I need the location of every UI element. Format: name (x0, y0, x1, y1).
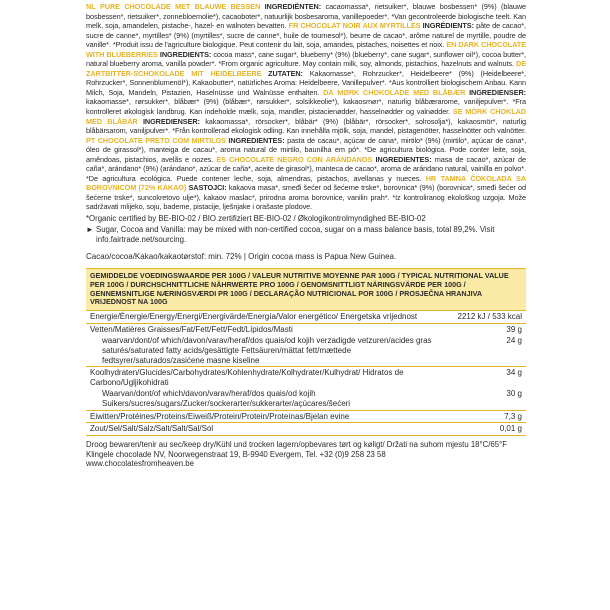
ingredient-product-name: DARK CHOCOLATE WITH BLUEBERRIES (86, 40, 526, 59)
footer (86, 440, 526, 469)
nutrition-value: 34 g (448, 367, 526, 389)
fairtrade-note (86, 225, 526, 245)
ingredient-lang-se: SE (452, 107, 463, 117)
ingredient-label: ZUTATEN: (268, 68, 303, 78)
ingredient-product-name: TAMNA ČOKOLADA SA BOROVNICOM (72% KAKAO) (86, 173, 527, 193)
nutrition-value: 30 g (506, 389, 522, 399)
nutrition-label: Waarvan/dont/of which/davon/varav/heraf/dos quais/od kojih Suikers/sucres/sugars/Zucker/sockerarter/sukkerarter/açúcares/šećeri (102, 389, 351, 408)
ingredient-text: cocoa mass*, cane sugar*, blueberry* (9%) (blueberry*, cane sugar*, sunflower oil*), cocoa butter*, natural blueberry aroma, vanilla powder*. *From organic agriculture. May contain milk, soy, almonds, pistachios, hazelnuts and walnuts. (86, 49, 526, 69)
ingredient-lang-hr: HR (425, 173, 437, 183)
ingredient-lang-da: DA (323, 87, 334, 97)
nutrition-label: waarvan/dont/of which/davon/varav/heraf/dos quais/od kojih verzadigde vetzuren/acides gras saturés/saturated fatty acids/gesättigte Fettsäuren/mättat fett/mættede fedtsyrer/saturados/zasićene masne kiseline (102, 336, 432, 365)
nutrition-value: 7,3 g (448, 410, 526, 423)
fairtrade-arrow-icon: ► (86, 225, 94, 235)
nutrition-label: Koolhydraten/Glucides/Carbohydrates/Kohlenhydrate/Kolhydrater/Kulhydrat/ Hidratos de Carbono/Ugljikohidrati (86, 367, 448, 389)
nutrition-header-row (86, 269, 526, 311)
ingredient-text: kakaomassa*, rörsocker*, blåbär* (9%) (blåbär*, rörsocker*, solrosolja*), kakaosmör*, naturlig blåbärsarom, vaniljpulver*. *Från kontrollerad ekologisk odling. Kan innehålla mjölk, soja, mandel, pistagenötter, hasselnötter och valnötter. (86, 116, 526, 136)
nutrition-row (86, 323, 526, 335)
ingredient-label: INGREDIËNTEN: (264, 2, 322, 11)
nutrition-value: 24 g (506, 336, 522, 346)
nutrition-table (86, 268, 526, 436)
nutrition-value: 2212 kJ / 533 kcal (448, 311, 526, 324)
cacao-percentage-line: Cacao/cocoa/Kakao/kakaotørstof: min. 72% | Origin cocoa mass is Papua New Guinea. (86, 252, 397, 262)
certification-text: *Organic certified by BE-BIO-02 / BIO zertifiziert BE-BIO-02 / Økologikontrolmyndighed BE-BIO-02 (86, 214, 426, 224)
ingredient-text: pâte de cacao*, sucre de canne*, myrtilles* (9%) (myrtilles*, sucre de canne*, huile de tournesol*), beurre de cacao*, arôme naturel de myrtille, poudre de vanille*. *Produit issu de l'agriculture biologique. Peut contenir du lait, soja, amandes, pistaches, noisettes et noix. (86, 21, 527, 50)
ingredient-lang-de: DE (516, 59, 526, 69)
ingredient-product-name: PURE CHOCOLADE MET BLAUWE BESSEN (100, 2, 261, 11)
nutrition-value: 39 g (448, 323, 526, 335)
ingredients-block (86, 2, 526, 212)
ingredient-lang-fr: FR (288, 21, 299, 31)
fairtrade-note-text: Sugar, Cocoa and Vanilla: may be mixed with non-certified cocoa, sugar on a mass balance basis, total 89,2%. Visit info.fairtrade.net/sourcing. (96, 225, 495, 245)
nutrition-label: Energie/Énergie/Energy/Energi/Energivärde/Energía/Valor energético/ Energetska vrijednost (86, 311, 448, 324)
nutrition-row (86, 367, 526, 389)
nutrition-value: 0,01 g (448, 423, 526, 436)
nutrition-label: Eiwitten/Protéines/Proteins/Eiweiß/Protein/Protein/Proteínas/Bjelan evine (86, 410, 448, 423)
ingredient-lang-es: ES (216, 154, 226, 164)
ingredient-label: INGREDIENTS: (159, 49, 212, 59)
ingredient-lang-pt: PT (86, 135, 96, 145)
ingredient-text: kakaova masa*, smeđi šećer od šećerne trske*, borovnica* (9%) (borovnica*, smeđi šećer od šećerne trske*, suncokretovo ulje*), kakaov maslac*, prirodna aroma borovnice, vanilin prah*. *Iz kontroliranog ekološkog uzgoja. Može sadržavati mlijeko, soju, bademe, pistacije, lješnjake i orašaste plodove. (86, 183, 526, 212)
ingredient-text: pasta de cacau*, açúcar de cana*, mirtilo* (9%) (mirtilo*, açúcar de cana*, óleo de girassol*), manteiga de cacau*, aroma natural de mirtilo, baunilha em pó*. *De agricultura biológica. Pode conter leite, soja, amêndoas, pistachios, avelãs e nozes. (86, 135, 527, 164)
ingredient-product-name: CHOCOLATE NEGRO CON ARÁNDANOS (229, 154, 373, 164)
ingredient-label: INGREDIENSER: (142, 116, 200, 126)
address-text: Klingele chocolade NV, Noorwegenstraat 19, B-9940 Evergem, Tel. +32 (0)9 258 23 58 (86, 449, 386, 459)
nutrition-row (86, 335, 526, 366)
ingredient-product-name: CHOCOLAT NOIR AUX MYRTILLES (300, 21, 421, 31)
ingredient-label: INGREDIENTES: (228, 135, 285, 145)
ingredient-product-name: MØRK CHOKOLADE MED BLÅBÆR (337, 87, 466, 97)
nutrition-row (86, 311, 526, 324)
ingredient-product-name: ZARTBITTER-SCHOKOLADE MIT HEIDELBEERE (86, 68, 262, 78)
ingredient-product-name: MÖRK CHOKLAD MED BLÅBÄR (86, 107, 526, 126)
ingredient-label: INGREDIENSER: (469, 87, 527, 97)
ingredient-label: INGREDIENTES: (375, 154, 432, 164)
ingredient-text: Kakaomasse*, Rohrzucker*, Heidelbeere* (9%) (Heidelbeere*, Rohrzucker*, Sonnenblumenöl*), Kakaobutter*, natürliches Aroma: Heidelbeere, Vanillepulver*. *Aus kontrolliert biologischem Anbau. Kann Milch, Soja, Mandeln, Pistazien, Haselnüsse und Walnüsse enthalten. (86, 68, 527, 97)
nutrition-row (86, 388, 526, 410)
ingredient-text: kakaomasse*, rørsukker*, blåbær* (9%) (blåbær*, rørsukker*, solsikkeolie*), kakaosmør*, naturlig blåbærarome, vaniljepulver*. *Fra kontrolleret økologisk landbrug. Kan indeholde mælk, soja, mandler, pistacienødder, hasselnødder og valnødder. (86, 97, 526, 117)
ingredient-product-name: CHOCOLATE PRETO COM MIRTILOS (97, 135, 226, 145)
ingredient-label: INGRÉDIENTS: (422, 21, 474, 31)
storage-text: Droog bewaren/tenir au sec/keep dry/Kühl und trocken lagern/opbevares tørt og køligt/ Držati na suhom mjestu 18°C/65°F (86, 439, 507, 449)
nutrition-header: GEMIDDELDE VOEDINGSWAARDE PER 100G / VALEUR NUTRITIVE MOYENNE PAR 100G / TYPICAL NUTRITIONAL VALUE PER 100G / DURCHSCHNITTLICHE NÄHRWERTE PRO 100G / GENOMSNITTLIGT NÄRINGSVÄRDE PER 100G / GENNEMSNITLIGE NÆRINGSVÆRDI PR 100G / DECLARAÇÃO NUTRICIONAL POR 100G / PROSJEČNA HRANJIVA VRIJEDNOST NA 100G (86, 269, 526, 311)
ingredient-lang-en: EN (446, 40, 457, 50)
ingredient-text: masa de cacao*, azúcar de caña*, arándano* (9%) (arándano*, azúcar de caña*, aceite de girasol*), manteca de cacao*, aroma de arándano natural, vainilla en polvo*. *De agricultura ecológica. Puede contener leche, soja, almendras, pistachos, avellanas y nueces. (86, 154, 526, 183)
nutrition-row (86, 410, 526, 423)
nutrition-label: Vetten/Matières Graisses/Fat/Fett/Fett/Fedt/Lípidos/Masti (86, 323, 448, 335)
ingredient-text: cacaomassa*, rietsuiker*, blauwe bosbessen* (9%) (blauwe bosbessen*, rietsuiker*, zonnebloemolie*), cacaoboter*, natuurlijk bosbesaroma, vanillepoeder*. *Van gecontroleerde biologische teelt. Kan melk, soja, amandelen, pistache-, hazel- en walnoten bevatten. (86, 2, 527, 31)
nutrition-label: Zout/Sel/Salt/Salz/Salt/Salt/Sal/Sol (86, 423, 448, 436)
label-document (86, 2, 526, 469)
ingredient-label: SASTOJCI: (188, 183, 227, 193)
website-text: www.chocolatesfromheaven.be (86, 459, 194, 469)
ingredient-lang-nl: NL (86, 2, 96, 11)
nutrition-row (86, 423, 526, 436)
